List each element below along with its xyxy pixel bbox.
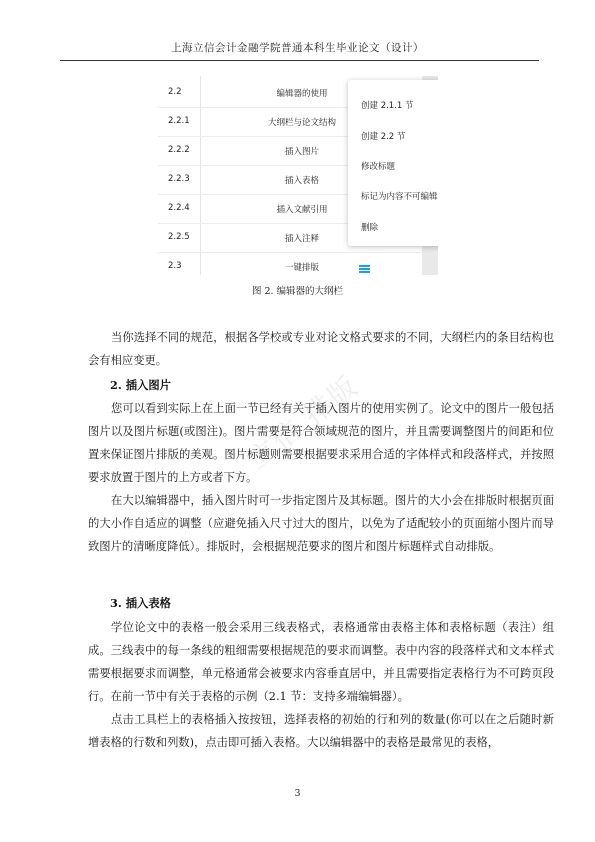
header-rule <box>60 60 539 61</box>
outline-row-title: 大纲栏与论文结构 <box>267 118 336 128</box>
paragraph-insert-table-steps: 点击工具栏上的表格插入按按钮，选择表格的初始的行和列的数量(你可以在之后随时新增表格的行数和列数)，点击即可插入表格。大以编辑器中的表格是最常见的表格， <box>88 713 554 749</box>
paragraph-insert-image-intro: 您可以看到实际上在上面一节已经有关于插入图片的使用实例了。论文中的图片一般包括图片以及图片标题(或图注)。图片需要是符合领域规范的图片，并且需要调整图片的间距和位置来保证图片排版的美观。图片标题则需要根据要求采用合适的字体样式和段落样式，并按照要求放置于图片的上方或者下方。 <box>88 402 554 484</box>
outline-row-title: 一键排版 <box>284 263 319 273</box>
watermark: 立信 排版 <box>241 368 366 476</box>
figure-caption: 图 2. 编辑器的大纲栏 <box>251 286 344 297</box>
outline-screenshot-figure <box>158 76 438 275</box>
outline-row-number: 2.2.5 <box>168 232 190 242</box>
menu-item-edit-title[interactable]: 修改标题 <box>361 162 396 172</box>
outline-row-number: 2.2.1 <box>168 116 190 126</box>
menu-item-create-section[interactable]: 创建 2.2 节 <box>361 132 406 142</box>
outline-row-title: 插入注释 <box>284 234 319 244</box>
menu-item-create-subsection[interactable]: 创建 2.1.1 节 <box>361 101 414 111</box>
menu-item-lock-content[interactable]: 标记为内容不可编辑 <box>361 192 438 202</box>
menu-item-delete[interactable]: 删除 <box>361 223 379 233</box>
list-icon[interactable] <box>359 265 370 273</box>
section-heading-insert-image: 2. 插入图片 <box>110 378 171 392</box>
paragraph-outline-note: 当你选择不同的规范，根据各学校或专业对论文格式要求的不同，大纲栏内的条目结构也会有相应变更。 <box>88 331 554 367</box>
section-heading-insert-table: 3. 插入表格 <box>110 596 171 610</box>
page-header: 上海立信会计金融学院普通本科生毕业论文（设计） <box>171 42 424 54</box>
outline-row-number: 2.3 <box>168 261 182 271</box>
outline-row-title: 插入图片 <box>284 147 319 157</box>
page-number: 3 <box>294 788 301 799</box>
paragraph-insert-image-editor: 在大以编辑器中，插入图片时可一步指定图片及其标题。图片的大小会在排版时根据页面的大小作自适应的调整（应避免插入尺寸过大的图片，以免为了适配较小的页面缩小图片而导致图片的清晰度降低）。排版时，会根据规范要求的图片和图片标题样式自动排版。 <box>88 494 554 553</box>
outline-row-title: 插入文献引用 <box>276 205 328 215</box>
outline-row[interactable] <box>158 252 422 275</box>
paragraph-insert-table-intro: 学位论文中的表格一般会采用三线表格式，表格通常由表格主体和表格标题（表注）组成。三线表中的每一条线的粗细需要根据规范的要求而调整。表中内容的段落样式和文本样式需要根据要求而调整，单元格通常会被要求内容垂直居中，并且需要指定表格行为不可跨页段行。在前一节中有关于表格的示例（2.1 节：支持多端编辑器）。 <box>88 621 554 703</box>
outline-row-title: 插入表格 <box>284 176 319 186</box>
outline-row-number: 2.2.4 <box>168 203 190 213</box>
outline-context-menu <box>348 80 438 246</box>
outline-row-number: 2.2.2 <box>168 145 190 155</box>
outline-row-title: 编辑器的使用 <box>276 89 328 99</box>
outline-row-number: 2.2 <box>168 87 182 97</box>
outline-row-number: 2.2.3 <box>168 174 190 184</box>
